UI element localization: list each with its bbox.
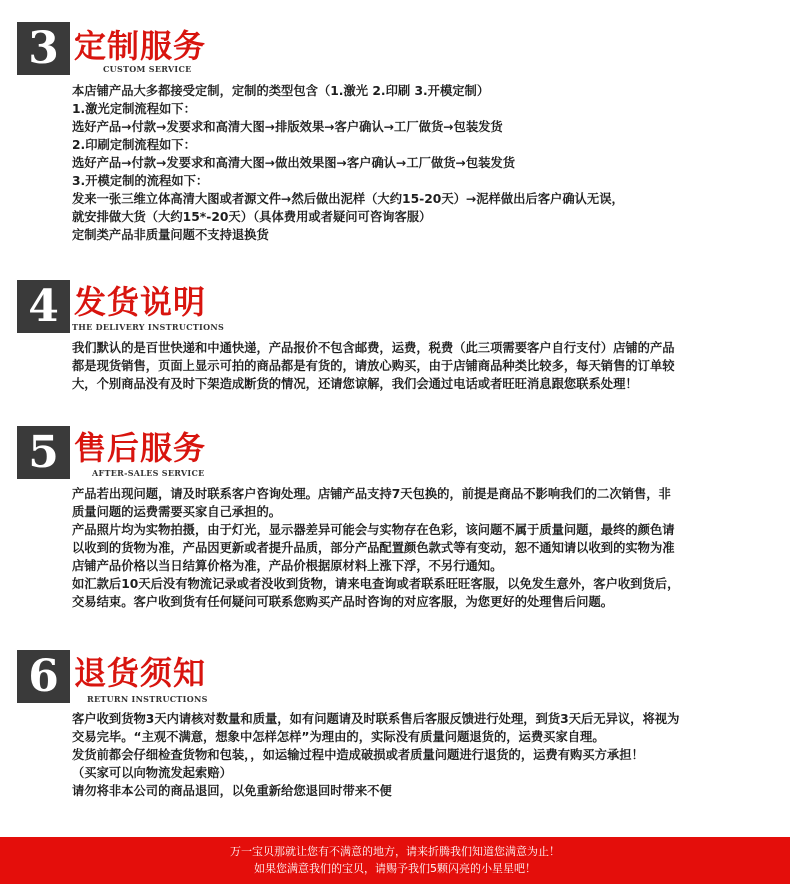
section-body bbox=[72, 485, 782, 611]
section-number-badge: 6 bbox=[17, 650, 70, 703]
body-line: 如汇款后10天后没有物流记录或者没收到货物，请来电查询或者联系旺旺客服，以免发生意外，客户收到货后， bbox=[72, 577, 680, 591]
footer-line-2: 如果您满意我们的宝贝，请赐予我们5颗闪亮的小星星吧！ bbox=[254, 862, 536, 875]
body-line: 请勿将非本公司的商品退回，以免重新给您退回时带来不便 bbox=[72, 784, 392, 798]
body-line: 都是现货销售，页面上显示可拍的商品都是有货的，请放心购买，由于店铺商品种类比较多，每天销售的订单较 bbox=[72, 359, 675, 373]
footer-line-1: 万一宝贝那就让您有不满意的地方，请来折腾我们知道您满意为止！ bbox=[230, 845, 560, 858]
body-line: 3.开模定制的流程如下： bbox=[72, 174, 209, 188]
section-number-badge: 3 bbox=[17, 22, 70, 75]
body-line: 我们默认的是百世快递和中通快递，产品报价不包含邮费，运费，税费（此三项需要客户自行支付）店铺的产品 bbox=[72, 341, 675, 355]
body-line: 发来一张三维立体高清大图或者源文件→然后做出泥样（大约15-20天）→泥样做出后客户确认无误， bbox=[72, 192, 624, 206]
section-title: 退货须知 bbox=[74, 654, 207, 692]
body-line: 交易完毕。“主观不满意，想象中怎样怎样”为理由的，实际没有质量问题退货的，运费买家自理。 bbox=[72, 730, 605, 744]
section-body bbox=[72, 339, 782, 393]
section-title: 发货说明 bbox=[74, 283, 207, 321]
body-line: 产品照片均为实物拍摄，由于灯光，显示器差异可能会与实物存在色彩，该问题不属于质量问题，最终的颜色请 bbox=[72, 523, 675, 537]
section-number-badge: 5 bbox=[17, 426, 70, 479]
footer-banner bbox=[0, 837, 790, 884]
body-line: 质量问题的运费需要买家自己承担的。 bbox=[72, 505, 282, 519]
body-line: 大，个别商品没有及时下架造成断货的情况，还请您谅解，我们会通过电话或者旺旺消息跟您联系处理！ bbox=[72, 377, 638, 391]
body-line: 发货前都会仔细检查货物和包装，，如运输过程中造成破损或者质量问题进行退货的，运费有购买方承担！ bbox=[72, 748, 644, 762]
section-body bbox=[72, 710, 782, 800]
body-line: 就安排做大货（大约15*-20天）（具体费用或者疑问可咨询客服） bbox=[72, 210, 432, 224]
body-line: 以收到的货物为准，产品因更新或者提升品质，部分产品配置颜色款式等有变动，恕不通知请以收到的实物为准 bbox=[72, 541, 675, 555]
section-number-badge: 4 bbox=[17, 280, 70, 333]
body-line: 本店铺产品大多都接受定制，定制的类型包含（1.激光 2.印刷 3.开模定制） bbox=[72, 84, 490, 98]
body-line: 产品若出现问题，请及时联系客户咨询处理。店铺产品支持7天包换的，前提是商品不影响我们的二次销售，非 bbox=[72, 487, 671, 501]
body-line: （买家可以向物流发起索赔） bbox=[72, 766, 232, 780]
body-line: 1.激光定制流程如下： bbox=[72, 102, 196, 116]
body-line: 客户收到货物3天内请核对数量和质量，如有问题请及时联系售后客服反馈进行处理，到货3天后无异议，将视为 bbox=[72, 712, 680, 726]
body-line: 选好产品→付款→发要求和高清大图→做出效果图→客户确认→工厂做货→包装发货 bbox=[72, 156, 516, 170]
section-subtitle: RETURN INSTRUCTIONS bbox=[87, 694, 208, 704]
body-line: 店铺产品价格以当日结算价格为准，产品价根据原材料上涨下浮，不另行通知。 bbox=[72, 559, 503, 573]
body-line: 交易结束。客户收到货有任何疑问可联系您购买产品时咨询的对应客服，为您更好的处理售后问题。 bbox=[72, 595, 614, 609]
body-line: 选好产品→付款→发要求和高清大图→排版效果→客户确认→工厂做货→包装发货 bbox=[72, 120, 503, 134]
section-subtitle: THE DELIVERY INSTRUCTIONS bbox=[72, 322, 225, 332]
body-line: 定制类产品非质量问题不支持退换货 bbox=[72, 228, 269, 242]
section-title: 定制服务 bbox=[74, 27, 207, 65]
section-title: 售后服务 bbox=[74, 429, 207, 467]
section-subtitle: CUSTOM SERVICE bbox=[103, 64, 192, 74]
body-line: 2.印刷定制流程如下： bbox=[72, 138, 196, 152]
section-subtitle: AFTER-SALES SERVICE bbox=[92, 468, 205, 478]
section-body bbox=[72, 82, 782, 244]
